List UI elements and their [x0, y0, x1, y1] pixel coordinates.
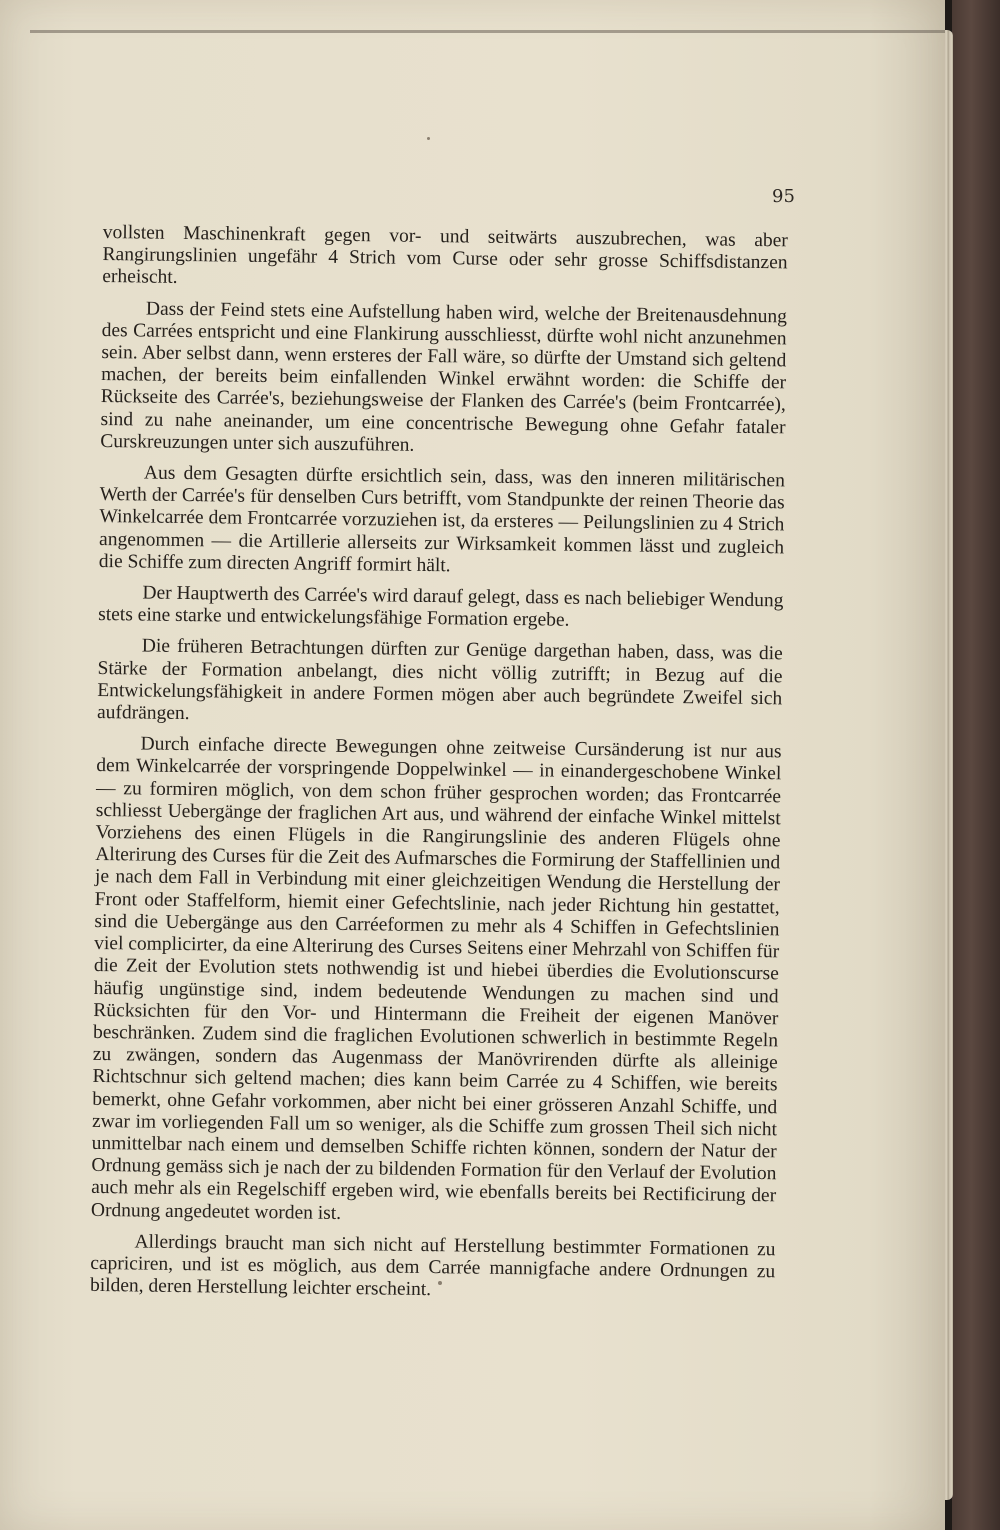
- ink-speck: [427, 137, 430, 140]
- paragraph-7: Allerdings braucht man sich nicht auf Herstellung bestimmter Formationen zu capriciren, und ist es möglich, aus dem Carrée mannigfache andere Ordnungen zu bilden, deren Herstellung leichter erscheint.: [89, 1231, 776, 1301]
- paragraph-3: Aus dem Gesagten dürfte ersichtlich sein, dass, was den inneren militärischen Werth der Carrée's für denselben Curs betrifft, vom Standpunkte der reinen Theorie das Winkelcarrée dem Frontcarrée vorzuziehen ist, da ersteres — Peilungslinien zu 4 Strich angenommen — die Artillerie allerseits zur Wirksamkeit kommen lässt und zugleich die Schiffe zum directen Angriff formirt hält.: [98, 462, 786, 577]
- paragraph-1: vollsten Maschinenkraft gegen vor- und seitwärts auszubrechen, was aber Rangirungslinien ungefähr 4 Strich vom Curse oder sehr grosse Schiffsdistanzen erheischt.: [102, 222, 788, 289]
- book-cover-edge: [952, 0, 1000, 1530]
- paragraph-6: Durch einfache directe Bewegungen ohne zeitweise Cursänderung ist nur aus dem Winkelcarrée der vorspringende Doppelwinkel — in einandergeschobene Winkel — zu formiren möglich, von dem schon früher gesprochen worden; das Frontcarrée schliesst Uebergänge der fraglichen Art aus, und während der einfache Winkel mittelst Vorziehens des einen Flügels in die Rangirungslinie des anderen Flügels ohne Alterirung des Curses für die Zeit des Aufmarsches die Formirung der Staffellinien und je nach dem Fall in Verbindung mit einer gleichzeitigen Wendung die Herstellung der Front oder Staffelform, hiemit einer Gefechtslinie, nach jeder Richtung hin gestattet, sind die Uebergänge aus den Carréeformen zu mehr als 4 Schiffen in Gefechtslinien viel complicirter, da eine Alterirung des Curses Seitens einer Mehrzahl von Schiffen für die Zeit der Evolution stets nothwendig ist und hiebei überdies die Evolutionscurse häufig ungünstige sind, indem bedeutende Wendungen zu machen sind und Rücksichten für den Vor- und Hintermann die Freiheit der eigenen Manöver beschränken. Zudem sind die fraglichen Evolutionen schwerlich in bestimmte Regeln zu zwängen, sondern das Augenmass der Manövrirenden dürfte als alleinige Richtschnur sich geltend machen; dies kann beim Carrée zu 4 Schiffen, wie bereits bemerkt, ohne Gefahr vorkommen, aber nicht bei einer grösseren Anzahl Schiffe, und zwar im vorliegenden Fall um so weniger, als die Schiffe zum grossen Theil sich nicht unmittelbar nach einem und demselben Schiffe richten können, sondern der Natur der Ordnung gemäss sich je nach der zu bildenden Formation für den Verlauf der Evolution auch mehr als ein Regelschiff ergeben wird, wie ebenfalls bereits bei Rectificirung der Ordnung angedeutet worden ist.: [90, 733, 782, 1224]
- body-text: [90, 222, 788, 1315]
- paragraph-5: Die früheren Betrachtungen dürften zur Genüge dargethan haben, dass, was die Stärke der Formation anbelangt, dies nicht völlig zutrifft; in Bezug auf die Entwickelungsfähigkeit in andere Formen mögen aber auch begründete Zweifel sich aufdrängen.: [96, 635, 783, 725]
- paragraph-2: Dass der Feind stets eine Aufstellung haben wird, welche der Breitenausdehnung des Carrées entspricht und eine Flankirung ausschliesst, dürfte wohl nicht anzunehmen sein. Aber selbst dann, wenn ersteres der Fall wäre, so dürfte der Umstand sich geltend machen, der bereits beim einfallenden Winkel erwähnt worden: die Schiffe der Rückseite des Carrée's, beziehungsweise der Flanken des Carrée's (beim Frontcarrée), sind zu nahe aneinander, um eine concentrische Bewegung ohne Gefahr fataler Curskreuzungen unter sich auszuführen.: [100, 298, 788, 456]
- paragraph-4: Der Hauptwerth des Carrée's wird darauf gelegt, dass es nach beliebiger Wendung stets eine starke und entwickelungsfähige Formation ergebe.: [98, 582, 784, 631]
- page-number: 95: [772, 186, 795, 207]
- top-rule: [30, 30, 945, 33]
